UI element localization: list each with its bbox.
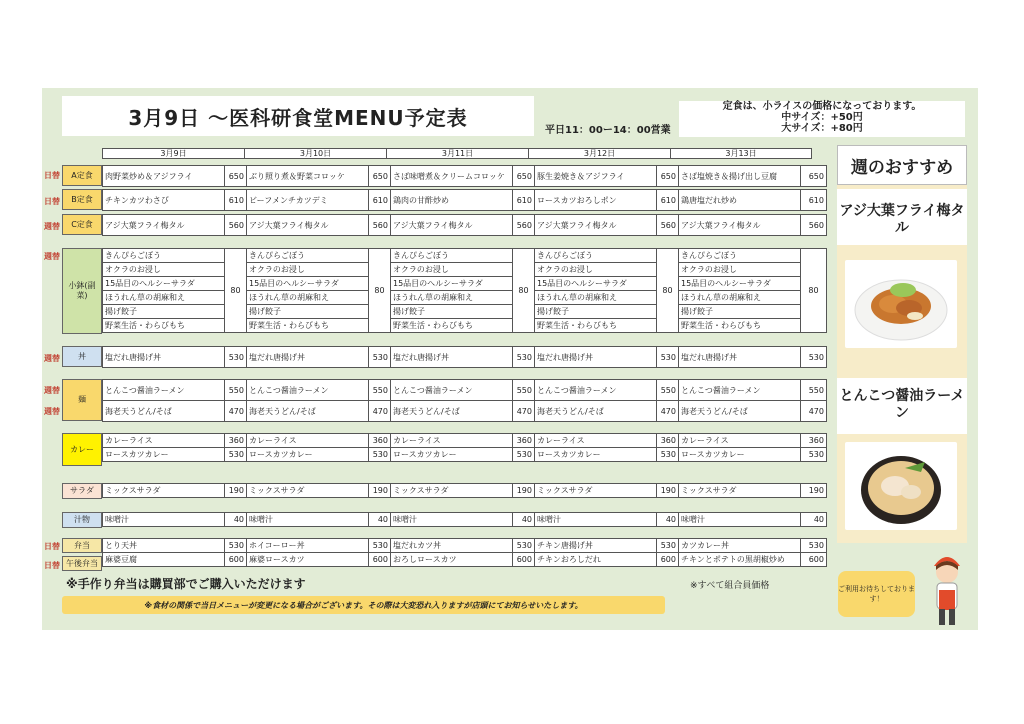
menu-item: ロースカツカレー: [535, 448, 657, 462]
date-cell: 3月10日: [244, 148, 386, 159]
side-dish: 15品目のヘルシーサラダ: [391, 277, 513, 291]
category-soup: 汁物: [62, 512, 102, 528]
menu-item: 鶏唐塩だれ炒め: [679, 190, 801, 211]
tag-weekly: 週替: [44, 354, 60, 363]
price: 650: [513, 166, 535, 187]
price: 360: [513, 434, 535, 448]
side-dish: ほうれん草の胡麻和え: [247, 291, 369, 305]
price: 530: [513, 539, 535, 553]
price: 550: [513, 380, 535, 401]
category-c-teishoku: C定食: [62, 214, 102, 235]
side-dish: ほうれん草の胡麻和え: [679, 291, 801, 305]
menu-item: ぶり照り煮＆野菜コロッケ: [247, 166, 369, 187]
menu-item: 海老天うどん/そば: [103, 401, 225, 422]
menu-item: アジ大葉フライ梅タル: [247, 215, 369, 236]
recommend-heading: 週のおすすめ: [837, 145, 967, 185]
date-header: [102, 148, 812, 159]
menu-item: 味噌汁: [679, 513, 801, 527]
price: 40: [369, 513, 391, 527]
price: 650: [657, 166, 679, 187]
menu-item: 鶏肉の甘酢炒め: [391, 190, 513, 211]
tag-weekly: 週替: [44, 386, 60, 395]
menu-item: チキン唐揚げ丼: [535, 539, 657, 553]
price: 470: [657, 401, 679, 422]
fried-fish-photo: [845, 260, 957, 348]
side-dish: 揚げ餃子: [535, 305, 657, 319]
side-dish: オクラのお浸し: [535, 263, 657, 277]
price: 530: [369, 448, 391, 462]
menu-item: カレーライス: [391, 434, 513, 448]
price: 560: [657, 215, 679, 236]
side-dish: 15品目のヘルシーサラダ: [535, 277, 657, 291]
salad-table: [102, 483, 827, 498]
menu-item: 麻婆豆腐: [103, 553, 225, 567]
tag-weekly: 週替: [44, 252, 60, 261]
staff-illustration: [922, 548, 972, 628]
category-afternoon-bento: 午後弁当: [62, 556, 102, 571]
menu-item: 塩だれ唐揚げ丼: [247, 347, 369, 368]
price: 550: [801, 380, 827, 401]
price: 80: [513, 249, 535, 333]
category-don: 丼: [62, 346, 102, 367]
menu-item: ビーフメンチカツデミ: [247, 190, 369, 211]
menu-item: チキンおろしだれ: [535, 553, 657, 567]
category-kobachi: 小鉢(副菜): [62, 248, 102, 334]
price: 80: [657, 249, 679, 333]
menu-item: 味噌汁: [535, 513, 657, 527]
menu-item: カレーライス: [535, 434, 657, 448]
menu-item: 海老天うどん/そば: [391, 401, 513, 422]
menu-item: 海老天うどん/そば: [247, 401, 369, 422]
side-dish: きんぴらごぼう: [103, 249, 225, 263]
page-title: 3月9日 ～医科研食堂MENU予定表: [62, 96, 534, 136]
menu-item: 海老天うどん/そば: [535, 401, 657, 422]
price: 530: [801, 347, 827, 368]
menu-item: ミックスサラダ: [679, 484, 801, 498]
table-row: [103, 448, 827, 462]
menu-item: アジ大葉フライ梅タル: [679, 215, 801, 236]
price: 360: [801, 434, 827, 448]
price: 190: [513, 484, 535, 498]
size-note: [679, 101, 965, 137]
menu-item: ミックスサラダ: [391, 484, 513, 498]
side-dish: 野菜生活・わらびもち: [679, 319, 801, 333]
price: 610: [225, 190, 247, 211]
price: 530: [657, 539, 679, 553]
menu-item: とんこつ醤油ラーメン: [103, 380, 225, 401]
table-row: [103, 190, 827, 211]
table-row: [103, 513, 827, 527]
side-dish: きんぴらごぼう: [391, 249, 513, 263]
price: 560: [225, 215, 247, 236]
price: 530: [225, 448, 247, 462]
price: 560: [369, 215, 391, 236]
tag-daily: 日替: [44, 171, 60, 180]
date-cell: 3月13日: [670, 148, 812, 159]
soup-table: [102, 512, 827, 527]
table-row: [103, 539, 827, 553]
menu-item: ロースカツカレー: [247, 448, 369, 462]
tag-daily: 日替: [44, 542, 60, 551]
price: 360: [369, 434, 391, 448]
tag-weekly: 週替: [44, 407, 60, 416]
price: 80: [225, 249, 247, 333]
menu-item: 味噌汁: [391, 513, 513, 527]
menu-item: 塩だれ唐揚げ丼: [679, 347, 801, 368]
price: 600: [513, 553, 535, 567]
table-row: [103, 380, 827, 401]
menu-item: カレーライス: [679, 434, 801, 448]
price: 470: [801, 401, 827, 422]
side-dish: ほうれん草の胡麻和え: [391, 291, 513, 305]
price: 530: [513, 448, 535, 462]
side-dish: 揚げ餃子: [391, 305, 513, 319]
side-dish: オクラのお浸し: [247, 263, 369, 277]
table-row: [103, 347, 827, 368]
price: 470: [513, 401, 535, 422]
menu-change-notice: ※食材の関係で当日メニューが変更になる場合がございます。その際は大変恐れ入りますが店頭にてお知らせいたします。: [62, 596, 665, 614]
price: 530: [225, 539, 247, 553]
price: 530: [369, 539, 391, 553]
date-cell: 3月11日: [386, 148, 528, 159]
side-dish: ほうれん草の胡麻和え: [535, 291, 657, 305]
menu-item: ミックスサラダ: [535, 484, 657, 498]
table-row: [103, 263, 827, 277]
recommend-pick-1: アジ大葉フライ梅タル: [837, 189, 967, 245]
price: 530: [225, 347, 247, 368]
price: 530: [657, 448, 679, 462]
menu-item: ロースカツカレー: [103, 448, 225, 462]
table-row: [103, 484, 827, 498]
curry-table: [102, 433, 827, 462]
side-dish: 15品目のヘルシーサラダ: [247, 277, 369, 291]
welcome-bubble: ご利用お待ちしております！: [838, 571, 915, 617]
menu-item: カツカレー丼: [679, 539, 801, 553]
menu-item: 味噌汁: [103, 513, 225, 527]
side-dish: オクラのお浸し: [103, 263, 225, 277]
side-dish: 野菜生活・わらびもち: [535, 319, 657, 333]
menu-item: ミックスサラダ: [103, 484, 225, 498]
table-row: [103, 305, 827, 319]
teishoku-table: [102, 214, 827, 236]
price: 40: [513, 513, 535, 527]
price: 530: [801, 539, 827, 553]
menu-item: 味噌汁: [247, 513, 369, 527]
menu-item: さば塩焼き＆揚げ出し豆腐: [679, 166, 801, 187]
side-dish: 野菜生活・わらびもち: [247, 319, 369, 333]
price: 190: [225, 484, 247, 498]
menu-item: 豚生姜焼き＆アジフライ: [535, 166, 657, 187]
recommend-pick-2: とんこつ醤油ラーメン: [837, 378, 967, 434]
side-dish: 揚げ餃子: [103, 305, 225, 319]
price: 610: [657, 190, 679, 211]
menu-item: ロースカツおろしポン: [535, 190, 657, 211]
price: 360: [657, 434, 679, 448]
size-note-line: 定食は、小ライスの価格になっております。: [722, 101, 922, 112]
menu-item: 肉野菜炒め＆アジフライ: [103, 166, 225, 187]
category-men: 麺: [62, 379, 102, 421]
side-dish: ほうれん草の胡麻和え: [103, 291, 225, 305]
don-table: [102, 346, 827, 368]
price: 80: [801, 249, 827, 333]
side-dish: オクラのお浸し: [679, 263, 801, 277]
menu-item: 塩だれカツ丼: [391, 539, 513, 553]
teishoku-table: [102, 165, 827, 187]
price: 190: [801, 484, 827, 498]
price: 470: [225, 401, 247, 422]
table-row: [103, 291, 827, 305]
business-hours: 平日11：00ー14：00営業: [545, 125, 671, 136]
size-note-line: 大サイズ：+80円: [781, 123, 863, 134]
price: 600: [801, 553, 827, 567]
table-row: [103, 166, 827, 187]
menu-item: アジ大葉フライ梅タル: [103, 215, 225, 236]
side-dish: きんぴらごぼう: [247, 249, 369, 263]
menu-item: とんこつ醤油ラーメン: [391, 380, 513, 401]
menu-item: 塩だれ唐揚げ丼: [391, 347, 513, 368]
menu-item: チキンカツわさび: [103, 190, 225, 211]
teishoku-table: [102, 189, 827, 211]
date-cell: 3月9日: [102, 148, 244, 159]
table-row: [103, 277, 827, 291]
side-dish: 野菜生活・わらびもち: [103, 319, 225, 333]
price: 190: [369, 484, 391, 498]
side-dish: 揚げ餃子: [679, 305, 801, 319]
price: 560: [513, 215, 535, 236]
price: 600: [225, 553, 247, 567]
menu-item: さば味噌煮＆クリームコロッケ: [391, 166, 513, 187]
men-table: [102, 379, 827, 422]
price: 650: [225, 166, 247, 187]
side-dish: オクラのお浸し: [391, 263, 513, 277]
side-dish: 野菜生活・わらびもち: [391, 319, 513, 333]
member-price-note: ※すべて組合員価格: [690, 581, 770, 591]
table-row: [103, 249, 827, 263]
price: 610: [801, 190, 827, 211]
price: 40: [801, 513, 827, 527]
bento-note: ※手作り弁当は購買部でご購入いただけます: [66, 577, 306, 591]
category-b-teishoku: B定食: [62, 189, 102, 210]
price: 40: [225, 513, 247, 527]
menu-item: 麻婆ロースカツ: [247, 553, 369, 567]
price: 610: [513, 190, 535, 211]
price: 650: [801, 166, 827, 187]
price: 650: [369, 166, 391, 187]
category-bento: 弁当: [62, 538, 102, 553]
menu-item: とり天丼: [103, 539, 225, 553]
price: 360: [225, 434, 247, 448]
size-note-line: 中サイズ：+50円: [781, 112, 863, 123]
table-row: [103, 215, 827, 236]
menu-item: ロースカツカレー: [391, 448, 513, 462]
side-dish: きんぴらごぼう: [535, 249, 657, 263]
category-a-teishoku: A定食: [62, 165, 102, 186]
bento-table: [102, 538, 827, 567]
menu-item: おろしロースカツ: [391, 553, 513, 567]
price: 40: [657, 513, 679, 527]
tag-weekly: 週替: [44, 222, 60, 231]
menu-item: ロースカツカレー: [679, 448, 801, 462]
table-row: [103, 319, 827, 333]
price: 560: [801, 215, 827, 236]
menu-item: アジ大葉フライ梅タル: [535, 215, 657, 236]
price: 610: [369, 190, 391, 211]
price: 600: [369, 553, 391, 567]
menu-item: とんこつ醤油ラーメン: [679, 380, 801, 401]
category-salad: サラダ: [62, 483, 102, 499]
price: 530: [369, 347, 391, 368]
side-dish: きんぴらごぼう: [679, 249, 801, 263]
side-dish: 15品目のヘルシーサラダ: [679, 277, 801, 291]
menu-item: とんこつ醤油ラーメン: [247, 380, 369, 401]
price: 470: [369, 401, 391, 422]
ramen-photo: [845, 442, 957, 530]
menu-item: カレーライス: [103, 434, 225, 448]
menu-item: ホイコーロー丼: [247, 539, 369, 553]
table-row: [103, 434, 827, 448]
menu-item: 塩だれ唐揚げ丼: [535, 347, 657, 368]
price: 550: [369, 380, 391, 401]
menu-item: 海老天うどん/そば: [679, 401, 801, 422]
price: 190: [657, 484, 679, 498]
price: 80: [369, 249, 391, 333]
tag-daily: 日替: [44, 561, 60, 570]
menu-item: 塩だれ唐揚げ丼: [103, 347, 225, 368]
price: 600: [657, 553, 679, 567]
date-cell: 3月12日: [528, 148, 670, 159]
menu-item: とんこつ醤油ラーメン: [535, 380, 657, 401]
price: 550: [225, 380, 247, 401]
side-dish: 15品目のヘルシーサラダ: [103, 277, 225, 291]
menu-item: ミックスサラダ: [247, 484, 369, 498]
menu-item: チキンとポテトの黒胡椒炒め: [679, 553, 801, 567]
price: 550: [657, 380, 679, 401]
tag-daily: 日替: [44, 197, 60, 206]
menu-item: アジ大葉フライ梅タル: [391, 215, 513, 236]
price: 530: [513, 347, 535, 368]
category-curry: カレー: [62, 433, 102, 466]
price: 530: [801, 448, 827, 462]
side-dish: 揚げ餃子: [247, 305, 369, 319]
table-row: [103, 553, 827, 567]
table-row: [103, 401, 827, 422]
kobachi-table: [102, 248, 827, 333]
menu-item: カレーライス: [247, 434, 369, 448]
price: 530: [657, 347, 679, 368]
